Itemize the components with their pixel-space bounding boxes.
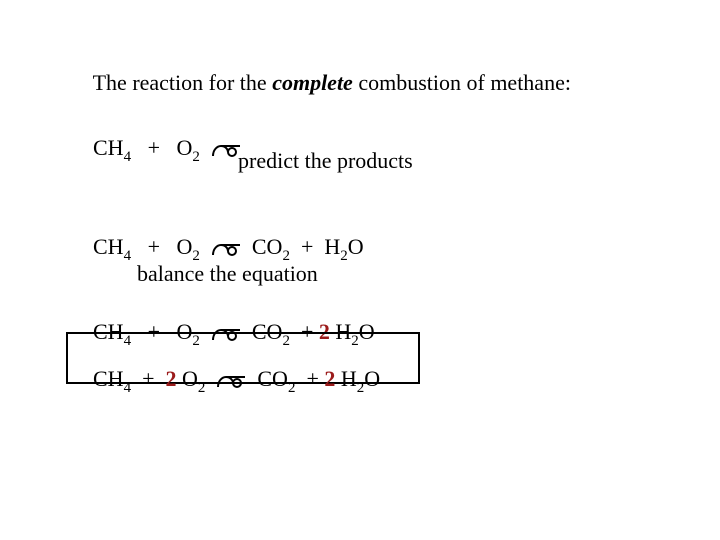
yields-arrow-icon (211, 241, 241, 257)
yields-arrow-icon (211, 142, 241, 158)
water-formula: $H_2O$ (324, 234, 364, 264)
plus-sign: + (142, 366, 155, 391)
methane-formula: $CH_4$ (93, 234, 132, 264)
plus-sign: + (147, 135, 160, 160)
plus-sign: + (300, 234, 314, 259)
plus-sign: + (300, 319, 314, 344)
step-note-predict: predict the products (238, 148, 413, 173)
equation-balanced (82, 346, 381, 396)
yields-arrow-icon (216, 373, 246, 389)
methane-formula: $CH_4$ (93, 319, 132, 349)
methane-formula: $CH_4$ (93, 135, 132, 165)
plus-sign: + (147, 234, 160, 259)
page-title (82, 50, 571, 94)
methane-formula: $CH_4$ (93, 366, 132, 396)
step-note-balance: balance the equation (137, 261, 318, 286)
title-text-before: The reaction for the (92, 70, 273, 95)
oxygen-formula: $O_2$ (181, 366, 206, 396)
carbon-dioxide-formula: $CO_2$ (257, 366, 296, 396)
plus-sign: + (147, 319, 160, 344)
equation-unbalanced-reactants (82, 115, 241, 165)
water-coefficient: 2 (324, 366, 336, 391)
carbon-dioxide-formula: $CO_2$ (251, 319, 290, 349)
oxygen-formula: $O_2$ (176, 234, 200, 264)
title-emphasis: complete (272, 70, 353, 95)
plus-sign: + (306, 366, 319, 391)
oxygen-formula: $O_2$ (176, 135, 200, 165)
oxygen-coefficient: 2 (165, 366, 177, 391)
equation-predicted-products (82, 214, 364, 264)
water-coefficient: 2 (318, 319, 330, 344)
carbon-dioxide-formula: $CO_2$ (251, 234, 290, 264)
water-formula: $H_2O$ (340, 366, 381, 396)
oxygen-formula: $O_2$ (176, 319, 200, 349)
title-text-after: combustion of methane: (352, 70, 571, 95)
water-formula: $H_2O$ (335, 319, 375, 349)
